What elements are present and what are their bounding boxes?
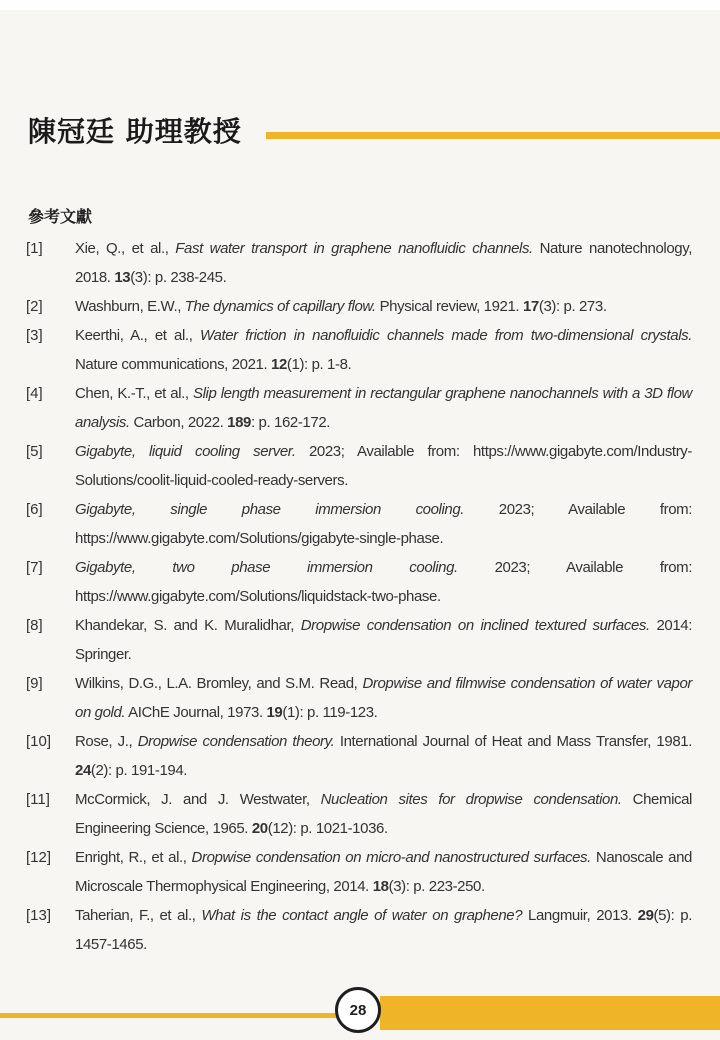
- reference-title: Water friction in nanofluidic channels made from two-dimensional crystals.: [200, 327, 692, 344]
- footer-accent-line: [0, 1013, 340, 1018]
- reference-volume: 12: [271, 356, 287, 373]
- page-title: 陳冠廷 助理教授: [28, 115, 242, 148]
- reference-source: 2023; Available from: https://www.gigabyte.com/Solutions/liquidstack-two-phase.: [75, 559, 692, 605]
- reference-item: [26, 553, 692, 611]
- reference-pages: (1): p. 119-123.: [282, 704, 378, 721]
- reference-number: [12]: [26, 849, 52, 866]
- reference-pages: : p. 162-172.: [251, 414, 331, 431]
- reference-source: Physical review, 1921.: [375, 298, 523, 315]
- reference-authors: Xie, Q., et al.: [75, 240, 165, 257]
- reference-list: [26, 234, 692, 959]
- reference-separator: ,: [184, 385, 193, 402]
- reference-source: Chemical Engineering Science, 1965.: [75, 791, 692, 837]
- reference-text: [75, 901, 692, 959]
- reference-volume: 18: [372, 878, 389, 895]
- reference-separator: ,: [305, 791, 321, 808]
- reference-source: Nature communications, 2021.: [75, 356, 272, 373]
- reference-authors: Chen, K.-T., et al.: [75, 385, 185, 402]
- reference-text: [75, 495, 692, 553]
- reference-item: [26, 234, 692, 292]
- reference-separator: ,: [177, 298, 185, 315]
- reference-title: Gigabyte, liquid cooling server.: [75, 443, 296, 460]
- reference-title: Gigabyte, two phase immersion cooling.: [75, 559, 458, 576]
- reference-pages: (2): p. 191-194.: [90, 762, 188, 779]
- reference-text: [75, 321, 692, 379]
- reference-title: Slip length measurement in rectangular graphene nanochannels with a 3D flow analysis.: [75, 385, 692, 431]
- reference-volume: 19: [266, 704, 283, 721]
- reference-item: [26, 495, 692, 553]
- reference-separator: ,: [353, 675, 363, 692]
- reference-pages: (3): p. 273.: [538, 298, 607, 315]
- reference-pages: (3): p. 223-250.: [388, 878, 485, 895]
- reference-item: [26, 321, 692, 379]
- reference-text: [75, 437, 692, 495]
- reference-separator: ,: [188, 327, 201, 344]
- reference-title: Dropwise condensation on micro-and nanostructured surfaces.: [191, 849, 591, 866]
- reference-text: [75, 727, 692, 785]
- reference-item: [26, 901, 692, 959]
- reference-item: [26, 669, 692, 727]
- reference-source: International Journal of Heat and Mass Transfer, 1981.: [334, 733, 692, 750]
- reference-title: The dynamics of capillary flow.: [184, 298, 376, 315]
- page-number: 28: [335, 987, 381, 1033]
- reference-authors: Enright, R., et al.: [75, 849, 183, 866]
- reference-number: [1]: [26, 240, 43, 257]
- reference-number: [3]: [26, 327, 43, 344]
- reference-volume: 24: [75, 762, 91, 779]
- reference-item: [26, 785, 692, 843]
- reference-authors: Wilkins, D.G., L.A. Bromley, and S.M. Read: [75, 675, 354, 692]
- reference-text: [75, 785, 692, 843]
- reference-number: [2]: [26, 298, 43, 315]
- reference-separator: ,: [191, 907, 202, 924]
- reference-authors: Washburn, E.W.: [75, 298, 178, 315]
- reference-number: [9]: [26, 675, 43, 692]
- reference-text: [75, 234, 692, 292]
- reference-item: [26, 611, 692, 669]
- reference-number: [8]: [26, 617, 43, 634]
- reference-number: [7]: [26, 559, 43, 576]
- reference-number: [4]: [26, 385, 43, 402]
- reference-text: [75, 292, 692, 321]
- reference-title: Gigabyte, single phase immersion cooling.: [75, 501, 465, 518]
- reference-source: 2023; Available from: https://www.gigabyte.com/Solutions/gigabyte-single-phase.: [75, 501, 692, 547]
- reference-authors: McCormick, J. and J. Westwater: [75, 791, 306, 808]
- reference-number: [11]: [26, 791, 50, 808]
- reference-volume: 13: [114, 269, 131, 286]
- reference-separator: ,: [290, 617, 301, 634]
- reference-authors: Khandekar, S. and K. Muralidhar: [75, 617, 291, 634]
- reference-number: [10]: [26, 733, 52, 750]
- reference-title: Nucleation sites for dropwise condensation.: [320, 791, 622, 808]
- reference-authors: Rose, J.: [75, 733, 129, 750]
- reference-item: [26, 727, 692, 785]
- reference-title: Dropwise and filmwise condensation of water vapor on gold.: [75, 675, 692, 721]
- reference-separator: ,: [128, 733, 138, 750]
- reference-item: [26, 437, 692, 495]
- reference-text: [75, 669, 692, 727]
- reference-item: [26, 843, 692, 901]
- title-accent-bar: [266, 132, 720, 139]
- reference-title: What is the contact angle of water on graphene?: [201, 907, 523, 924]
- reference-separator: ,: [164, 240, 176, 257]
- reference-volume: 189: [227, 414, 251, 431]
- reference-volume: 20: [251, 820, 268, 837]
- reference-separator: ,: [182, 849, 192, 866]
- reference-volume: 17: [522, 298, 539, 315]
- reference-number: [5]: [26, 443, 43, 460]
- reference-pages: (1): p. 1-8.: [286, 356, 352, 373]
- reference-pages: (12): p. 1021-1036.: [267, 820, 388, 837]
- reference-title: Dropwise condensation theory.: [137, 733, 335, 750]
- reference-authors: Taherian, F., et al.: [75, 907, 192, 924]
- reference-text: [75, 843, 692, 901]
- reference-item: [26, 379, 692, 437]
- reference-pages: (5): p. 1457-1465.: [75, 907, 693, 953]
- reference-source: Langmuir, 2013.: [522, 907, 638, 924]
- reference-item: [26, 292, 692, 321]
- reference-text: [75, 379, 692, 437]
- reference-pages: (3): p. 238-245.: [130, 269, 227, 286]
- footer-accent-block: [380, 996, 720, 1030]
- reference-source: Nanoscale and Microscale Thermophysical Engineering, 2014.: [75, 849, 692, 895]
- reference-source: 2014: Springer.: [75, 617, 692, 663]
- reference-number: [13]: [26, 907, 52, 924]
- reference-title: Dropwise condensation on inclined textured surfaces.: [300, 617, 650, 634]
- reference-source: 2023; Available from: https://www.gigabyte.com/Industry-Solutions/coolit-liquid-cooled-ready-servers.: [75, 443, 692, 489]
- reference-source: Nature nanotechnology, 2018.: [75, 240, 692, 286]
- reference-volume: 29: [637, 907, 654, 924]
- reference-text: [75, 553, 692, 611]
- reference-text: [75, 611, 692, 669]
- reference-number: [6]: [26, 501, 43, 518]
- section-title: 參考文獻: [28, 207, 93, 226]
- header: [28, 110, 720, 150]
- reference-source: AIChE Journal, 1973.: [125, 704, 267, 721]
- reference-authors: Keerthi, A., et al.: [75, 327, 189, 344]
- reference-source: Carbon, 2022.: [129, 414, 228, 431]
- reference-title: Fast water transport in graphene nanofluidic channels.: [175, 240, 533, 257]
